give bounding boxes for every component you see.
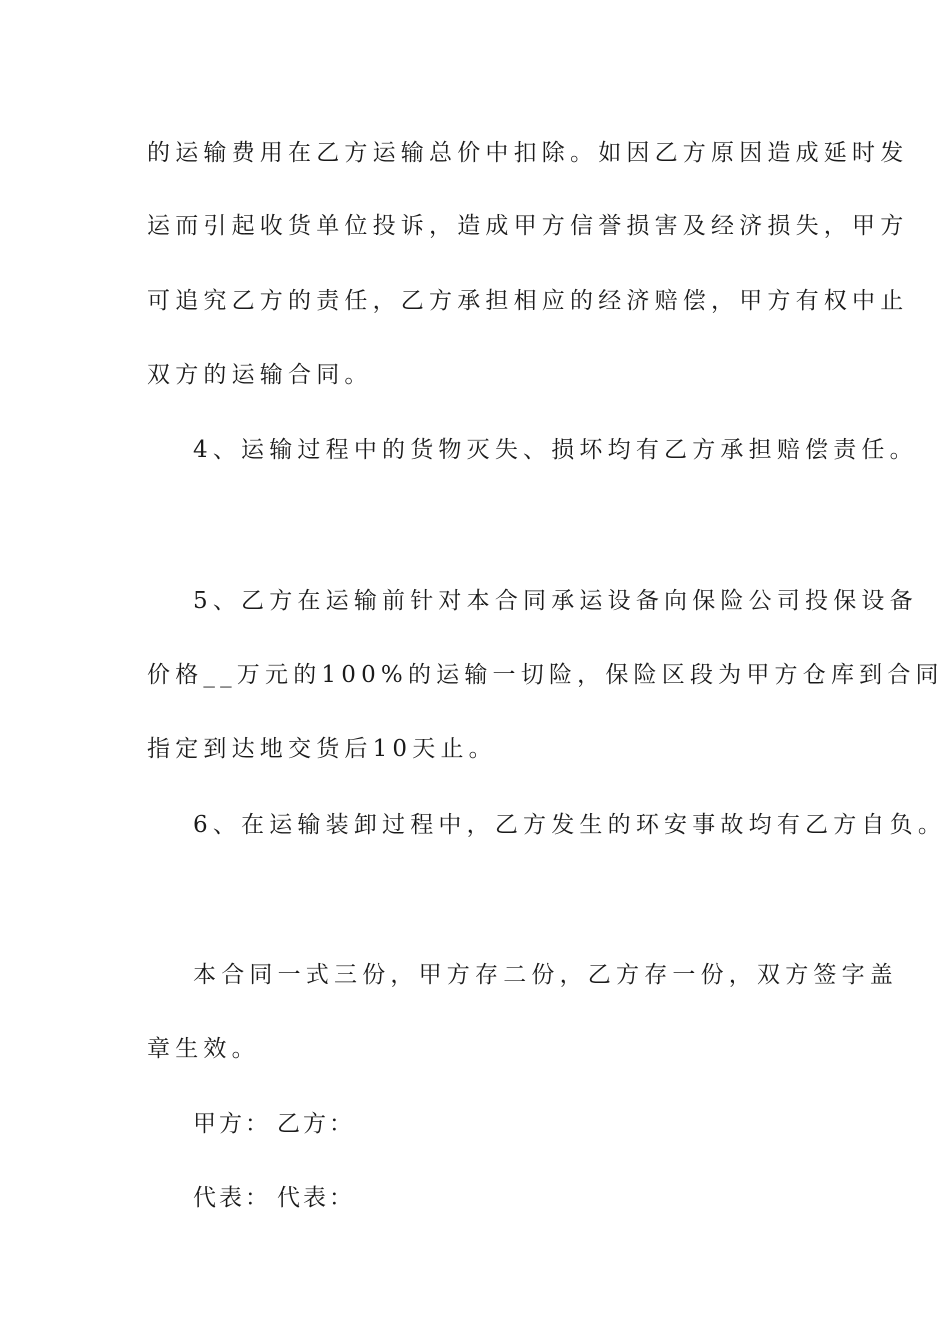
paragraph-line: 价格__万元的100%的运输一切险，保险区段为甲方仓库到合同 <box>147 662 944 688</box>
party-a-label: 甲方： <box>193 1111 271 1137</box>
closing-paragraph: 本合同一式三份，甲方存二份，乙方存一份，双方签字盖 <box>193 962 898 988</box>
paragraph-line: 运而引起收货单位投诉，造成甲方信誉损害及经济损失，甲方 <box>147 213 909 239</box>
paragraph-line: 可追究乙方的责任，乙方承担相应的经济赔偿，甲方有权中止 <box>147 288 909 314</box>
rep-b-label: 代表： <box>277 1185 355 1211</box>
rep-a-label: 代表： <box>193 1185 271 1211</box>
party-b-label: 乙方： <box>277 1111 355 1137</box>
clause-4: 4、运输过程中的货物灭失、损坏均有乙方承担赔偿责任。 <box>193 437 918 463</box>
paragraph-line: 指定到达地交货后10天止。 <box>147 736 497 762</box>
paragraph-line: 章生效。 <box>147 1036 260 1062</box>
clause-6: 6、在运输装卸过程中，乙方发生的环安事故均有乙方自负。 <box>193 812 947 838</box>
clause-5: 5、乙方在运输前针对本合同承运设备向保险公司投保设备 <box>193 588 918 614</box>
paragraph-line: 的运输费用在乙方运输总价中扣除。如因乙方原因造成延时发 <box>147 140 909 166</box>
paragraph-line: 双方的运输合同。 <box>147 362 373 388</box>
